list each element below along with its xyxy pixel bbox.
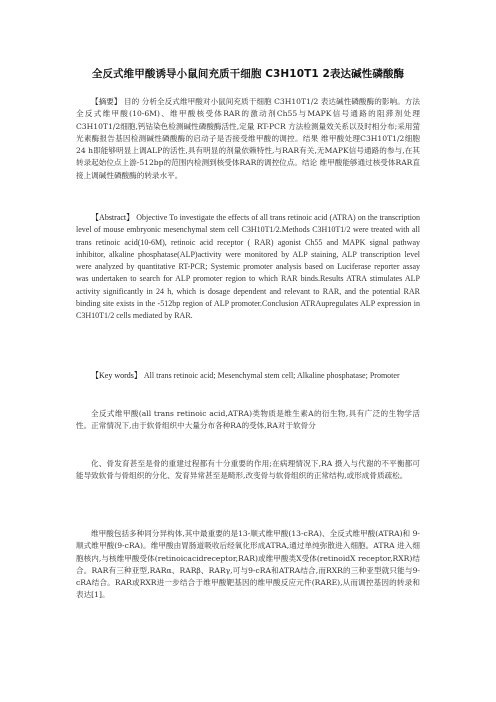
abstract-cn-text: 目的 分析全反式维甲酸对小鼠间充质干细胞 C3H10T1/2 表达碱性磷酸酶的影响。方法 全反式维甲酸(10-6M)、维甲酸核受体RAR的激动剂Ch55与MAPK信号通路的阻滞剂处理C3H10T1/2细胞,钙钴染色检测碱性磷酸酶活性,定量 RT-PCR 方法检测量效关系以及时相分布;采用萤光素酶报告基因检测碱性磷酸酶的启动子是否接受维甲酸的调控。结果 维甲酸处理C3H10T1/2细胞24 h即能够明显上调ALP的活性,具有明显的剂量依赖特性,与RAR有关,无MAPK信号通路的参与,在其转录起始位点上游-512bp的范围内检测到核受体RAR的调控位点。结论 维甲酸能够通过核受体RAR直接上调碱性磷酸酶的转录水平。	[76, 97, 420, 180]
body-paragraph-3: 维甲酸包括多种同分异构体,其中最重要的是13-顺式维甲酸(13-cRA)、全反式维甲酸(ATRA)和 9-顺式维甲酸(9-cRA)。维甲酸由胃肠道吸收后经氧化形成ATRA,通过单纯弥散进入细胞。ATRA 进入细胞核内,与核维甲酸受体(retinoicacidreceptor,RAR)或维甲酸类X受体(retinoidX receptor,RXR)结合。RAR有三种亚型,RARα、RARβ、RARγ,可与9-cRA和ATRA结合,而RXR的三种亚型就只能与9-cRA结合。RAR或RXR进一步结合于维甲酸靶基因的维甲酸反应元件(RARE),从而调控基因的转录和表达[1]。	[76, 529, 420, 600]
keywords-text: All trans retinoic acid; Mesenchymal stem cell; Alkaline phosphatase; Promoter	[141, 371, 400, 380]
abstract-en-label: 【Abstract】	[91, 213, 135, 222]
abstract-cn	[76, 96, 420, 182]
body-paragraph-1: 全反式维甲酸(all trans retinoic acid,ATRA)类物质是维生素A的衍生物,具有广泛的生物学活性。正常情况下,由于软骨组织中大量分布各种RA的受体,RA对于软骨分	[76, 409, 420, 431]
document-title: 全反式维甲酸诱导小鼠间充质干细胞 C3H10T1 2表达碱性磷酸酶	[91, 68, 405, 80]
abstract-en-text: Objective To investigate the effects of all trans retinoic acid (ATRA) on the transcription level of mouse embryonic mesenchymal stem cell C3H10T1/2.Methods C3H10T1/2 were treated with all trans retinoic acid(10-6M), retinoic acid receptor ( RAR) agonist Ch55 and MAPK signal pathway inhibitor, alkaline phosphatase(ALP)activity were monitored by ALP staining, ALP transcription level were analyzed by quantitative RT-PCR; Systemic promoter analysis based on Luciferase reporter assay was undertaken to search for ALP promoter region to which RAR binds.Results ATRA stimulates ALP activity significantly in 24 h, which is dosage dependent and relevant to RAR, and the potential RAR binding site exists in the -512bp region of ALP promoter.Conclusion ATRAupregulates ALP expression in C3H10T1/2 cells mediated by RAR.	[76, 213, 420, 321]
keywords-label: 【Key words】	[91, 371, 142, 380]
body-paragraph-2: 化、骨发育甚至是骨的重建过程都有十分重要的作用;在病理情况下,RA 摄入与代谢的不平衡都可能导致软骨与骨组织的分化、发育异常甚至是畸形,改变骨与软骨组织的正常结构,或形成骨质疏松。	[76, 459, 420, 481]
abstract-en	[76, 212, 420, 323]
keywords	[76, 370, 420, 382]
abstract-cn-label: 【摘要】	[91, 97, 122, 106]
